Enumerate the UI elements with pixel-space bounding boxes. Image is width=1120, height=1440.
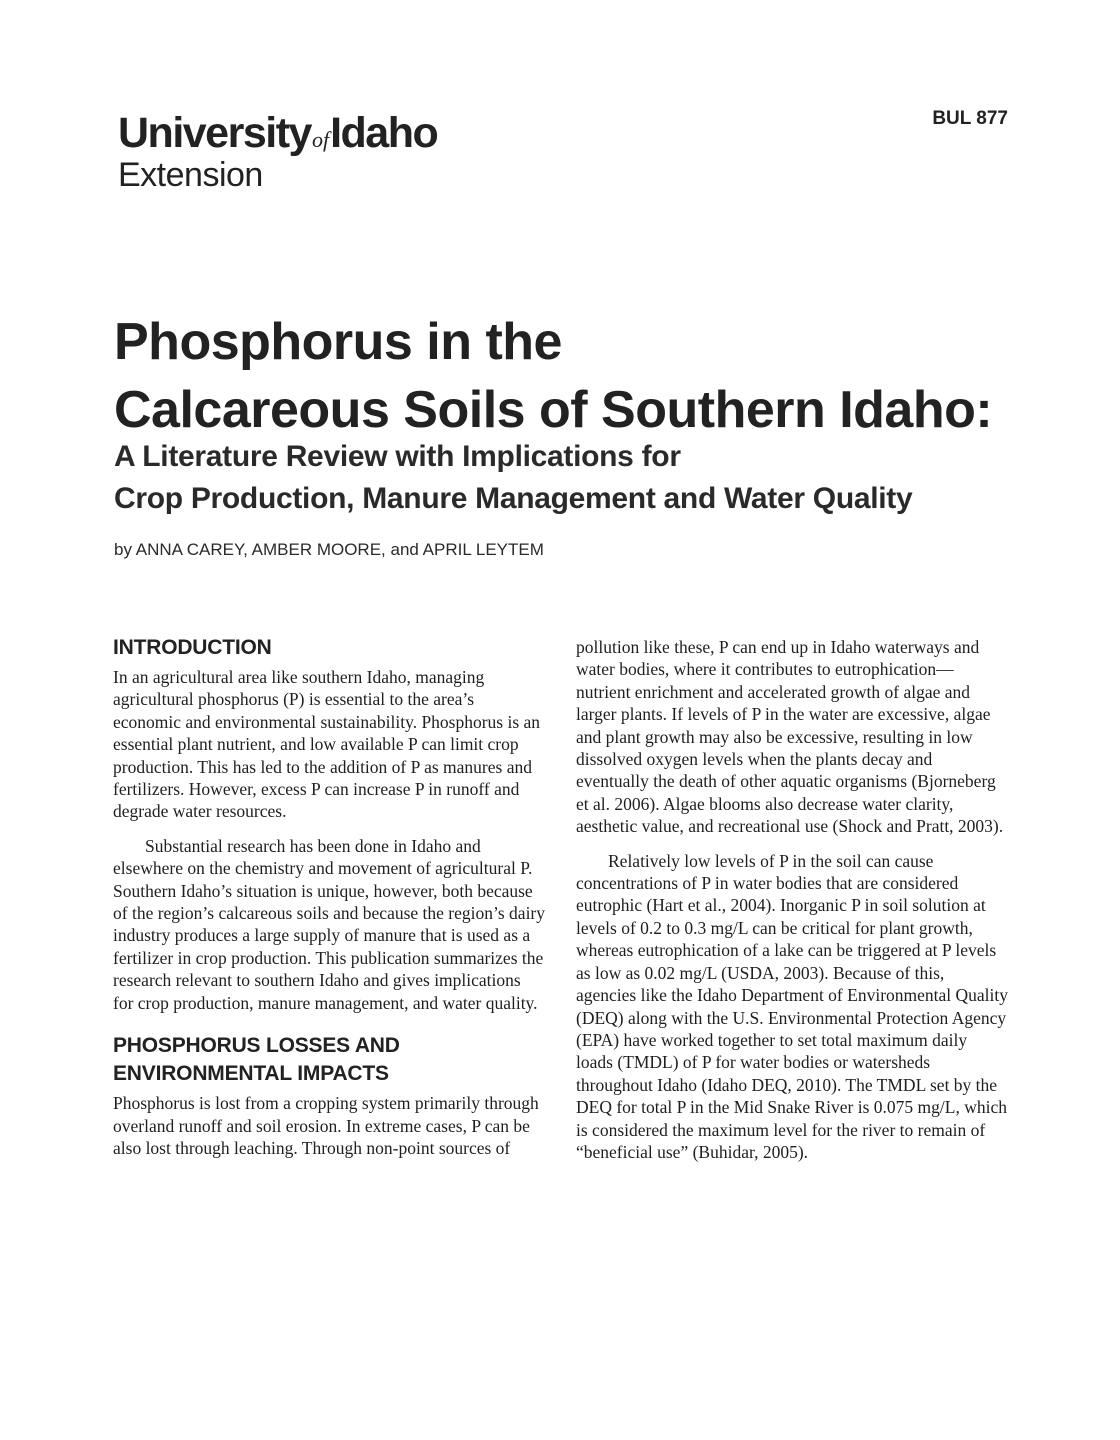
logo-word-of: of: [311, 127, 330, 152]
title-line-2: Calcareous Soils of Southern Idaho:: [114, 381, 993, 439]
title-line-1: Phosphorus in the: [114, 313, 562, 371]
logo-word-idaho: Idaho: [330, 109, 438, 157]
page-title: [114, 308, 992, 444]
page-subtitle: [114, 436, 912, 520]
right-paragraph-2: Relatively low levels of P in the soil can cause concentrations of P in water bodies that are considered eutrophic (Hart et al., 2004). Inorganic P in soil solution at levels of 0.2 to 0.3 mg/L can be critical for plant growth, whereas eutrophication of a lake can be triggered at P levels as low as 0.02 mg/L (USDA, 2003). Because of this, agencies like the Idaho Department of Environmental Quality (DEQ) along with the U.S. Environmental Protection Agency (EPA) have worked together to set total maximum daily loads (TMDL) of P for water bodies or watersheds throughout Idaho (Idaho DEQ, 2010). The TMDL set by the DEQ for total P in the Mid Snake River is 0.075 mg/L, which is considered the maximum level for the river to remain of “beneficial use” (Buhidar, 2005).: [576, 850, 1009, 1162]
right-column: [576, 636, 1008, 1163]
logo-line-1: [118, 109, 438, 161]
left-column: [113, 634, 545, 1159]
author-byline: by ANNA CAREY, AMBER MOORE, and APRIL LEYTEM: [114, 540, 544, 559]
introduction-paragraph-2: Substantial research has been done in Idaho and elsewhere on the chemistry and movement of agricultural P. Southern Idaho’s situation is unique, however, both because of the region’s calcareous soils and because the region’s dairy industry produces a large supply of manure that is used as a fertilizer in crop production. This publication summarizes the research relevant to southern Idaho and gives implications for crop production, manure management, and water quality.: [113, 835, 546, 1013]
introduction-paragraph-1: In an agricultural area like southern Idaho, managing agricultural phosphorus (P) is essential to the area’s economic and environmental sustainability. Phosphorus is an essential plant nutrient, and low available P can limit crop production. This has led to the addition of P as manures and fertilizers. However, excess P can increase P in runoff and degrade water resources.: [113, 667, 541, 822]
subtitle-line-1: A Literature Review with Implications for: [114, 440, 681, 473]
subtitle-line-2: Crop Production, Manure Management and Water Quality: [114, 482, 913, 515]
logo-word-university: University: [118, 109, 311, 157]
introduction-heading: INTRODUCTION: [113, 636, 272, 659]
logo-word-extension: Extension: [118, 156, 263, 194]
phosphorus-losses-paragraph-1: Phosphorus is lost from a cropping system primarily through overland runoff and soil erosion. In extreme cases, P can be also lost through leaching. Through non-point sources of: [113, 1093, 539, 1158]
phosphorus-losses-heading: PHOSPHORUS LOSSES AND ENVIRONMENTAL IMPACTS: [113, 1034, 400, 1086]
right-paragraph-1: pollution like these, P can end up in Idaho waterways and water bodies, where it contributes to eutrophication—nutrient enrichment and accelerated growth of algae and larger plants. If levels of P in the water are excessive, algae and plant growth may also be excessive, resulting in low dissolved oxygen levels when the plants decay and eventually the death of other aquatic organisms (Bjorneberg et al. 2006). Algae blooms also decrease water clarity, aesthetic value, and recreational use (Shock and Pratt, 2003).: [576, 637, 1004, 837]
bulletin-number: BUL 877: [932, 108, 1008, 129]
university-of-idaho-extension-logo: [118, 109, 438, 194]
